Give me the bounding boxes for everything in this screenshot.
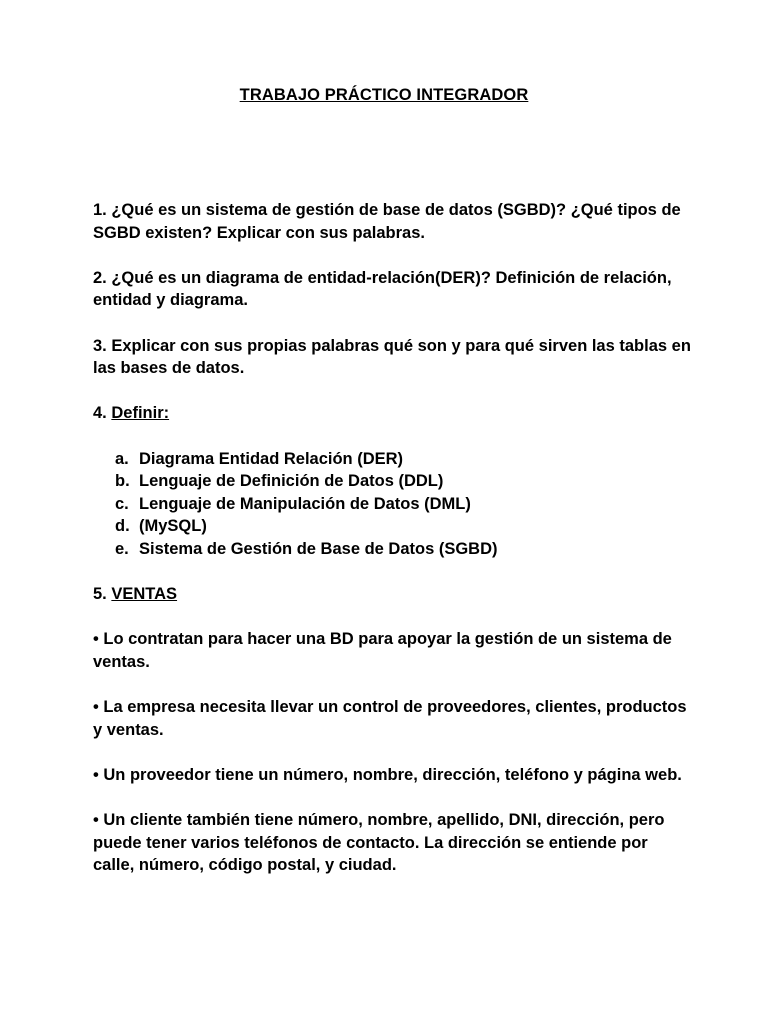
list-item-text: Lenguaje de Definición de Datos (DDL) (139, 472, 444, 491)
list-item-marker: a. (115, 449, 129, 468)
list-item (93, 515, 693, 538)
question-1: 1. ¿Qué es un sistema de gestión de base de datos (SGBD)? ¿Qué tipos de SGBD existen? Explicar con sus palabras. (93, 201, 681, 242)
list-item-text: Sistema de Gestión de Base de Datos (SGBD) (139, 539, 498, 558)
bullet-paragraph: • Lo contratan para hacer una BD para apoyar la gestión de un sistema de ventas. (93, 630, 672, 671)
question-5-number: 5. (93, 585, 112, 604)
bullet-paragraph: • Un proveedor tiene un número, nombre, dirección, teléfono y página web. (93, 765, 682, 784)
question-4 (93, 402, 693, 425)
list-item-marker: b. (115, 472, 130, 491)
list-item (93, 448, 693, 471)
question-4-label: Definir: (111, 404, 170, 423)
question-5 (93, 583, 693, 606)
document-body (93, 199, 693, 899)
list-item (93, 538, 693, 561)
list-item-text: Diagrama Entidad Relación (DER) (139, 449, 404, 468)
list-item-text: (MySQL) (139, 517, 207, 536)
document-title: TRABAJO PRÁCTICO INTEGRADOR (239, 86, 529, 104)
question-5-label: VENTAS (111, 585, 178, 604)
list-item-marker: d. (115, 517, 130, 536)
question-2: 2. ¿Qué es un diagrama de entidad-relación(DER)? Definición de relación, entidad y diagrama. (93, 268, 672, 310)
list-item-text: Lenguaje de Manipulación de Datos (DML) (139, 494, 471, 513)
list-item (93, 493, 693, 516)
bullet-paragraph: • Un cliente también tiene número, nombre, apellido, DNI, dirección, pero puede tener varios teléfonos de contacto. La dirección se entiende por calle, número, código postal, y ciudad. (93, 811, 665, 875)
bullet-paragraph: • La empresa necesita llevar un control de proveedores, clientes, productos y ventas. (93, 698, 687, 739)
list-item-marker: c. (115, 494, 129, 513)
question-4-number: 4. (93, 404, 112, 423)
question-3: 3. Explicar con sus propias palabras qué son y para qué sirven las tablas en las bases de datos. (93, 336, 691, 378)
list-item-marker: e. (115, 539, 129, 558)
definition-list (93, 448, 693, 561)
list-item (93, 470, 693, 493)
